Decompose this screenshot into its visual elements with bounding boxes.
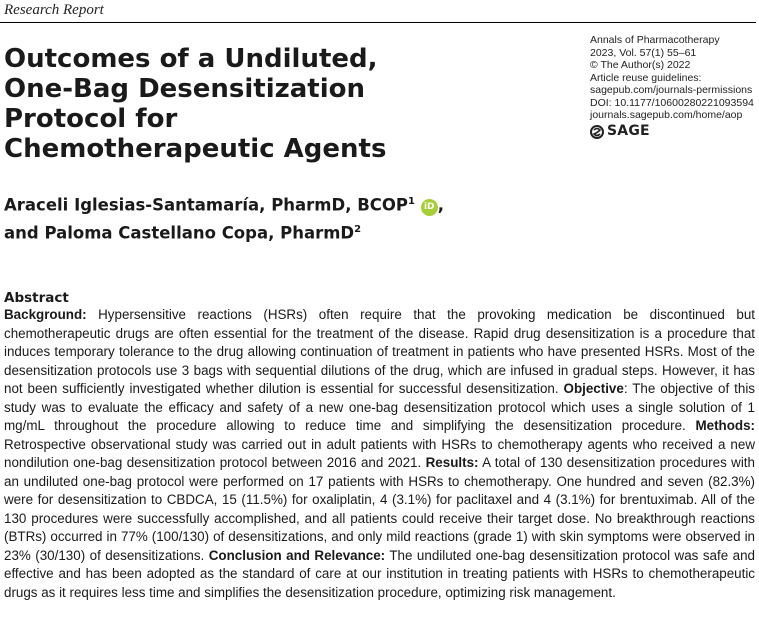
author-list <box>4 190 504 245</box>
author-line-1 <box>4 190 504 218</box>
conclusion-text: The undiluted one-bag desensitization protocol was safe and effective and has been adopted as the standard of care at our institution in treating patients with HSRs to chemotherapeutic drugs as it requires less time and simplifies the desensitization procedure, optimizing risk management. <box>4 547 755 600</box>
objective-label: Objective <box>563 381 624 396</box>
sage-logo-text: SAGE <box>607 123 650 140</box>
methods-text: Retrospective observational study was carried out in adult patients with HSRs to chemotherapy agents who received a new nondilution one-bag desensitization protocol between 2016 and 2021. <box>4 436 755 470</box>
conclusion-label: Conclusion and Relevance: <box>208 547 386 563</box>
abstract-heading: Abstract <box>4 290 69 306</box>
copyright: © The Author(s) 2022 <box>590 59 691 71</box>
section-label: Research Report <box>4 2 104 18</box>
sage-logo-icon <box>590 125 604 139</box>
doi[interactable]: DOI: 10.1177/10600280221093594 <box>590 96 754 109</box>
reuse-guidelines-label: Article reuse guidelines: <box>590 71 702 84</box>
author-name: Paloma Castellano Copa, PharmD <box>44 223 355 242</box>
journal-volume: 2023, Vol. 57(1) 55–61 <box>590 46 697 59</box>
article-title: Outcomes of a Undiluted, One-Bag Desensitization Protocol for Chemotherapeutic Agents <box>4 44 387 164</box>
author-line-2 <box>4 218 504 246</box>
author-separator: , <box>437 195 445 215</box>
results-text: A total of 130 desensitization procedures with an undiluted one-bag protocol were performed on 17 patients with HSRs to chemotherapy. One hundred and seven (82.3%) were for desensitization to CBDCA, 15 (11.5%) for oxaliplatin, 4 (3.1%) for paclitaxel and 4 (3.1%) for brentuximab. All of the 130 procedures were successfully accomplished, and all patients could receive their target dose. No breakthrough reactions (BTRs) occurred in 77% (100/130) of desensitizations, and only mild reactions (grade 1) with skin symptoms were observed in 23% (30/130) of desensitizations. <box>4 455 755 563</box>
abstract-body <box>4 306 755 602</box>
publisher-logo <box>590 125 758 139</box>
author-name: Araceli Iglesias-Santamaría, PharmD, BCOP <box>4 195 409 215</box>
header-rule <box>0 22 756 23</box>
background-label: Background: <box>4 307 87 322</box>
journal-home-link[interactable]: journals.sagepub.com/home/aop <box>590 109 743 121</box>
permissions-link[interactable]: sagepub.com/journals-permissions <box>590 84 753 96</box>
journal-name: Annals of Pharmacotherapy <box>590 34 720 46</box>
background-text: Hypersensitive reactions (HSRs) often require that the provoking medication be discontinued but chemotherapeutic drugs are often essential for the treatment of the disease. Rapid drug desensitization is a procedure that induces temporary tolerance to the drug allowing continuation of treatment in patients who have presented HSRs. Most of the desensitization protocols use 3 bags with sequential dilutions of the drug, which are infused in gradual steps. However, it has not been sufficiently investigated whether dilution is essential for successful desensitization. <box>4 307 755 396</box>
journal-meta <box>590 34 758 139</box>
affiliation-marker: 2 <box>354 223 362 235</box>
author-conjunction: and <box>4 223 45 242</box>
methods-label: Methods: <box>695 418 755 433</box>
affiliation-marker: 1 <box>408 196 415 207</box>
orcid-icon[interactable]: iD <box>421 199 438 216</box>
objective-text: : The objective of this study was to evaluate the efficacy and safety of a new one-bag desensitization protocol which uses a single solution of 1 mg/mL throughout the procedure allowing to reduce time and simplifying the desensitization procedure. <box>4 381 755 433</box>
results-label: Results: <box>425 455 479 470</box>
